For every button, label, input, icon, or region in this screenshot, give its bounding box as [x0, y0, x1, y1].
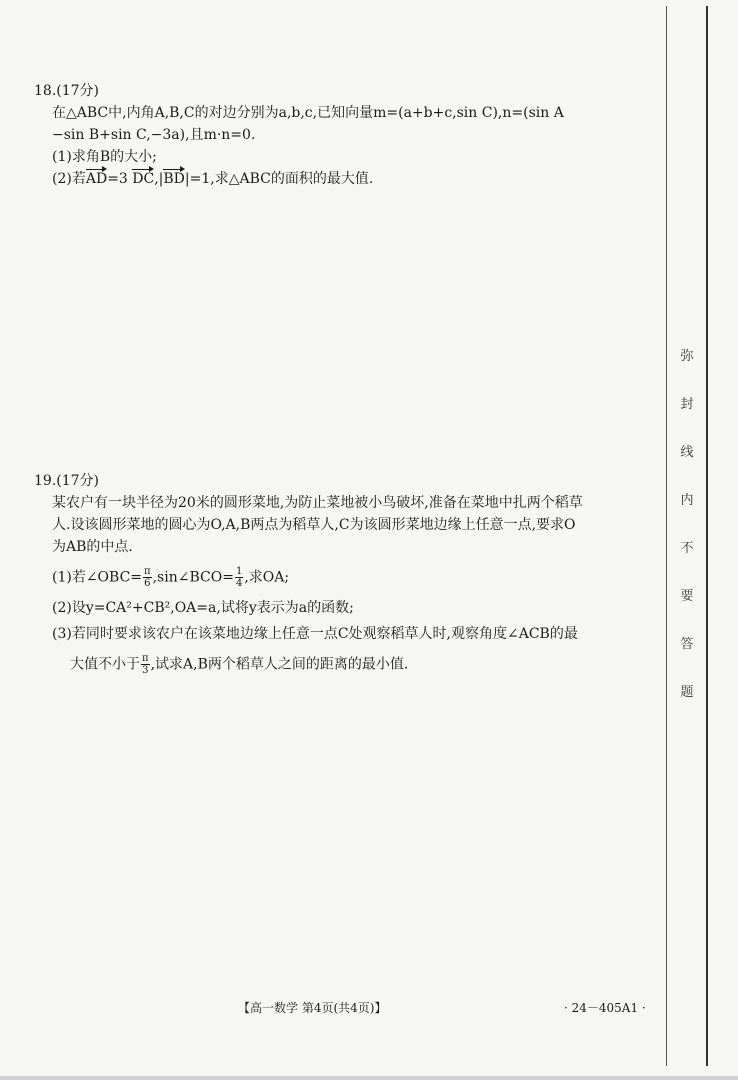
vector-ad: AD [86, 168, 107, 190]
seal-char: 不 [680, 541, 694, 556]
seal-char: 要 [680, 589, 694, 604]
q18-part2-prefix: (2)若 [52, 171, 86, 187]
page-footer-code: · 24－405A1 · [564, 1001, 646, 1015]
question-18-part-2 [52, 168, 646, 190]
fraction-pi-over-3 [141, 653, 150, 676]
seal-char: 封 [680, 397, 694, 412]
q19-part1-mid: ,sin∠BCO= [152, 569, 234, 586]
question-19-line-3: 为AB的中点. [52, 539, 133, 555]
fraction-one-quarter [235, 566, 243, 589]
q18-part2-end: |=1,求△ABC的面积的最大值. [184, 171, 374, 187]
q18-part2-post: ,| [154, 171, 164, 187]
vector-dc: DC [132, 168, 154, 190]
fraction-denominator: 3 [142, 665, 149, 676]
q19-part3-prefix: 大值不小于 [70, 656, 140, 673]
fraction-pi-over-6 [143, 566, 152, 589]
question-18-line-2: −sin B+sin C,−3a),且m·n=0. [52, 127, 256, 143]
q18-part2-mid: =3 [107, 171, 128, 187]
q19-part1-post: ,求OA; [244, 569, 290, 586]
question-18-line-1: 在△ABC中,内角A,B,C的对边分别为a,b,c,已知向量m=(a+b+c,sin C),n=(sin A [52, 105, 564, 121]
page-footer-title: 【高一数学 第4页(共4页)】 [238, 1001, 387, 1015]
question-19-line-2: 人.设该圆形菜地的圆心为O,A,B两点为稻草人,C为该圆形菜地边缘上任意一点,要求O [52, 517, 576, 533]
question-19 [34, 470, 646, 676]
q19-part3-post: ,试求A,B两个稻草人之间的距离的最小值. [150, 656, 409, 673]
bottom-edge [0, 1076, 738, 1080]
fraction-numerator: π [144, 566, 151, 577]
seal-char: 弥 [680, 349, 694, 364]
fraction-denominator: 4 [235, 578, 243, 589]
question-18-part-1: (1)求角B的大小; [52, 149, 157, 165]
question-19-part-2: (2)设y=CA²+CB²,OA=a,试将y表示为a的函数; [52, 600, 354, 616]
seal-char: 内 [680, 493, 694, 508]
question-18 [34, 80, 646, 190]
fraction-numerator: π [142, 653, 149, 664]
question-18-header: 18.(17分) [34, 83, 100, 99]
question-19-line-1: 某农户有一块半径为20米的圆形菜地,为防止菜地被小鸟破坏,准备在菜地中扎两个稻草 [52, 495, 583, 511]
binding-line-inner [666, 6, 667, 1066]
question-19-header: 19.(17分) [34, 473, 100, 489]
question-19-part-3-line-2 [70, 653, 646, 676]
seal-char: 答 [680, 637, 694, 652]
q19-part1-prefix: (1)若∠OBC= [52, 569, 143, 586]
fraction-numerator: 1 [235, 566, 243, 577]
vector-bd: BD [163, 168, 185, 190]
binding-line-outer [706, 6, 708, 1066]
question-19-part-3-line-1: (3)若同时要求该农户在该菜地边缘上任意一点C处观察稻草人时,观察角度∠ACB的最 [52, 626, 578, 642]
seal-line-notice [676, 350, 698, 734]
seal-char: 线 [680, 445, 694, 460]
fraction-denominator: 6 [144, 578, 151, 589]
question-19-part-1 [52, 566, 646, 589]
seal-char: 题 [680, 685, 694, 700]
